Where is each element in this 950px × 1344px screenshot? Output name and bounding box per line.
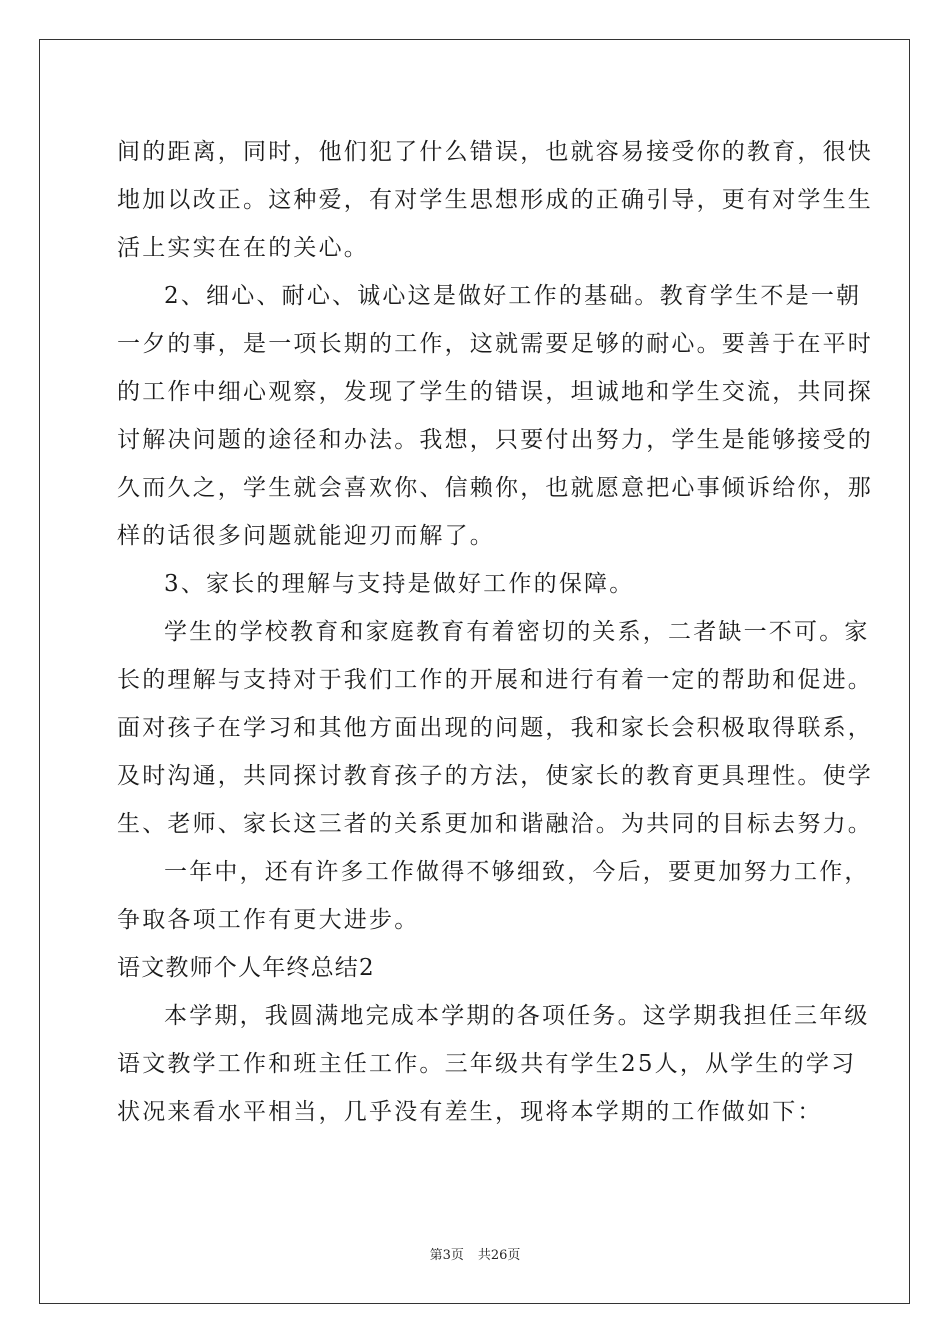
document-body xyxy=(117,128,873,1136)
text-line: 长的理解与支持对于我们工作的开展和进行有着一定的帮助和促进。 xyxy=(117,667,873,693)
text-line: 久而久之，学生就会喜欢你、信赖你，也就愿意把心事倾诉给你，那 xyxy=(117,475,873,501)
text-line: 状况来看水平相当，几乎没有差生，现将本学期的工作做如下： xyxy=(117,1099,823,1125)
page-total: 共26页 xyxy=(477,1248,521,1263)
text-line: 一夕的事，是一项长期的工作，这就需要足够的耐心。要善于在平时 xyxy=(117,331,873,357)
paragraph-start: 本学期，我圆满地完成本学期的各项任务。这学期我担任三年级 xyxy=(164,1003,870,1029)
text-line: 活上实实在在的关心。 xyxy=(117,235,369,261)
text-line: 争取各项工作有更大进步。 xyxy=(117,907,420,933)
text-line: 面对孩子在学习和其他方面出现的问题，我和家长会积极取得联系， xyxy=(117,715,873,741)
text-line: 讨解决问题的途径和办法。我想，只要付出努力，学生是能够接受的 xyxy=(117,427,873,453)
text-line: 间的距离，同时，他们犯了什么错误，也就容易接受你的教育，很快 xyxy=(117,139,873,165)
text-line: 语文教学工作和班主任工作。三年级共有学生25人，从学生的学习 xyxy=(117,1051,857,1077)
paragraph-start: 3、家长的理解与支持是做好工作的保障。 xyxy=(164,571,635,597)
section-heading: 语文教师个人年终总结2 xyxy=(117,955,375,981)
text-line: 的工作中细心观察，发现了学生的错误，坦诚地和学生交流，共同探 xyxy=(117,379,873,405)
text-line: 生、老师、家长这三者的关系更加和谐融洽。为共同的目标去努力。 xyxy=(117,811,873,837)
page-footer xyxy=(0,1244,950,1263)
text-line: 样的话很多问题就能迎刃而解了。 xyxy=(117,523,495,549)
page-number: 第3页 xyxy=(429,1248,464,1263)
paragraph-start: 2、细心、耐心、诚心这是做好工作的基础。教育学生不是一朝 xyxy=(164,283,862,309)
text-line: 及时沟通，共同探讨教育孩子的方法，使家长的教育更具理性。使学 xyxy=(117,763,873,789)
paragraph-start: 学生的学校教育和家庭教育有着密切的关系，二者缺一不可。家 xyxy=(164,619,870,645)
paragraph-start: 一年中，还有许多工作做得不够细致，今后，要更加努力工作， xyxy=(164,859,870,885)
text-line: 地加以改正。这种爱，有对学生思想形成的正确引导，更有对学生生 xyxy=(117,187,873,213)
